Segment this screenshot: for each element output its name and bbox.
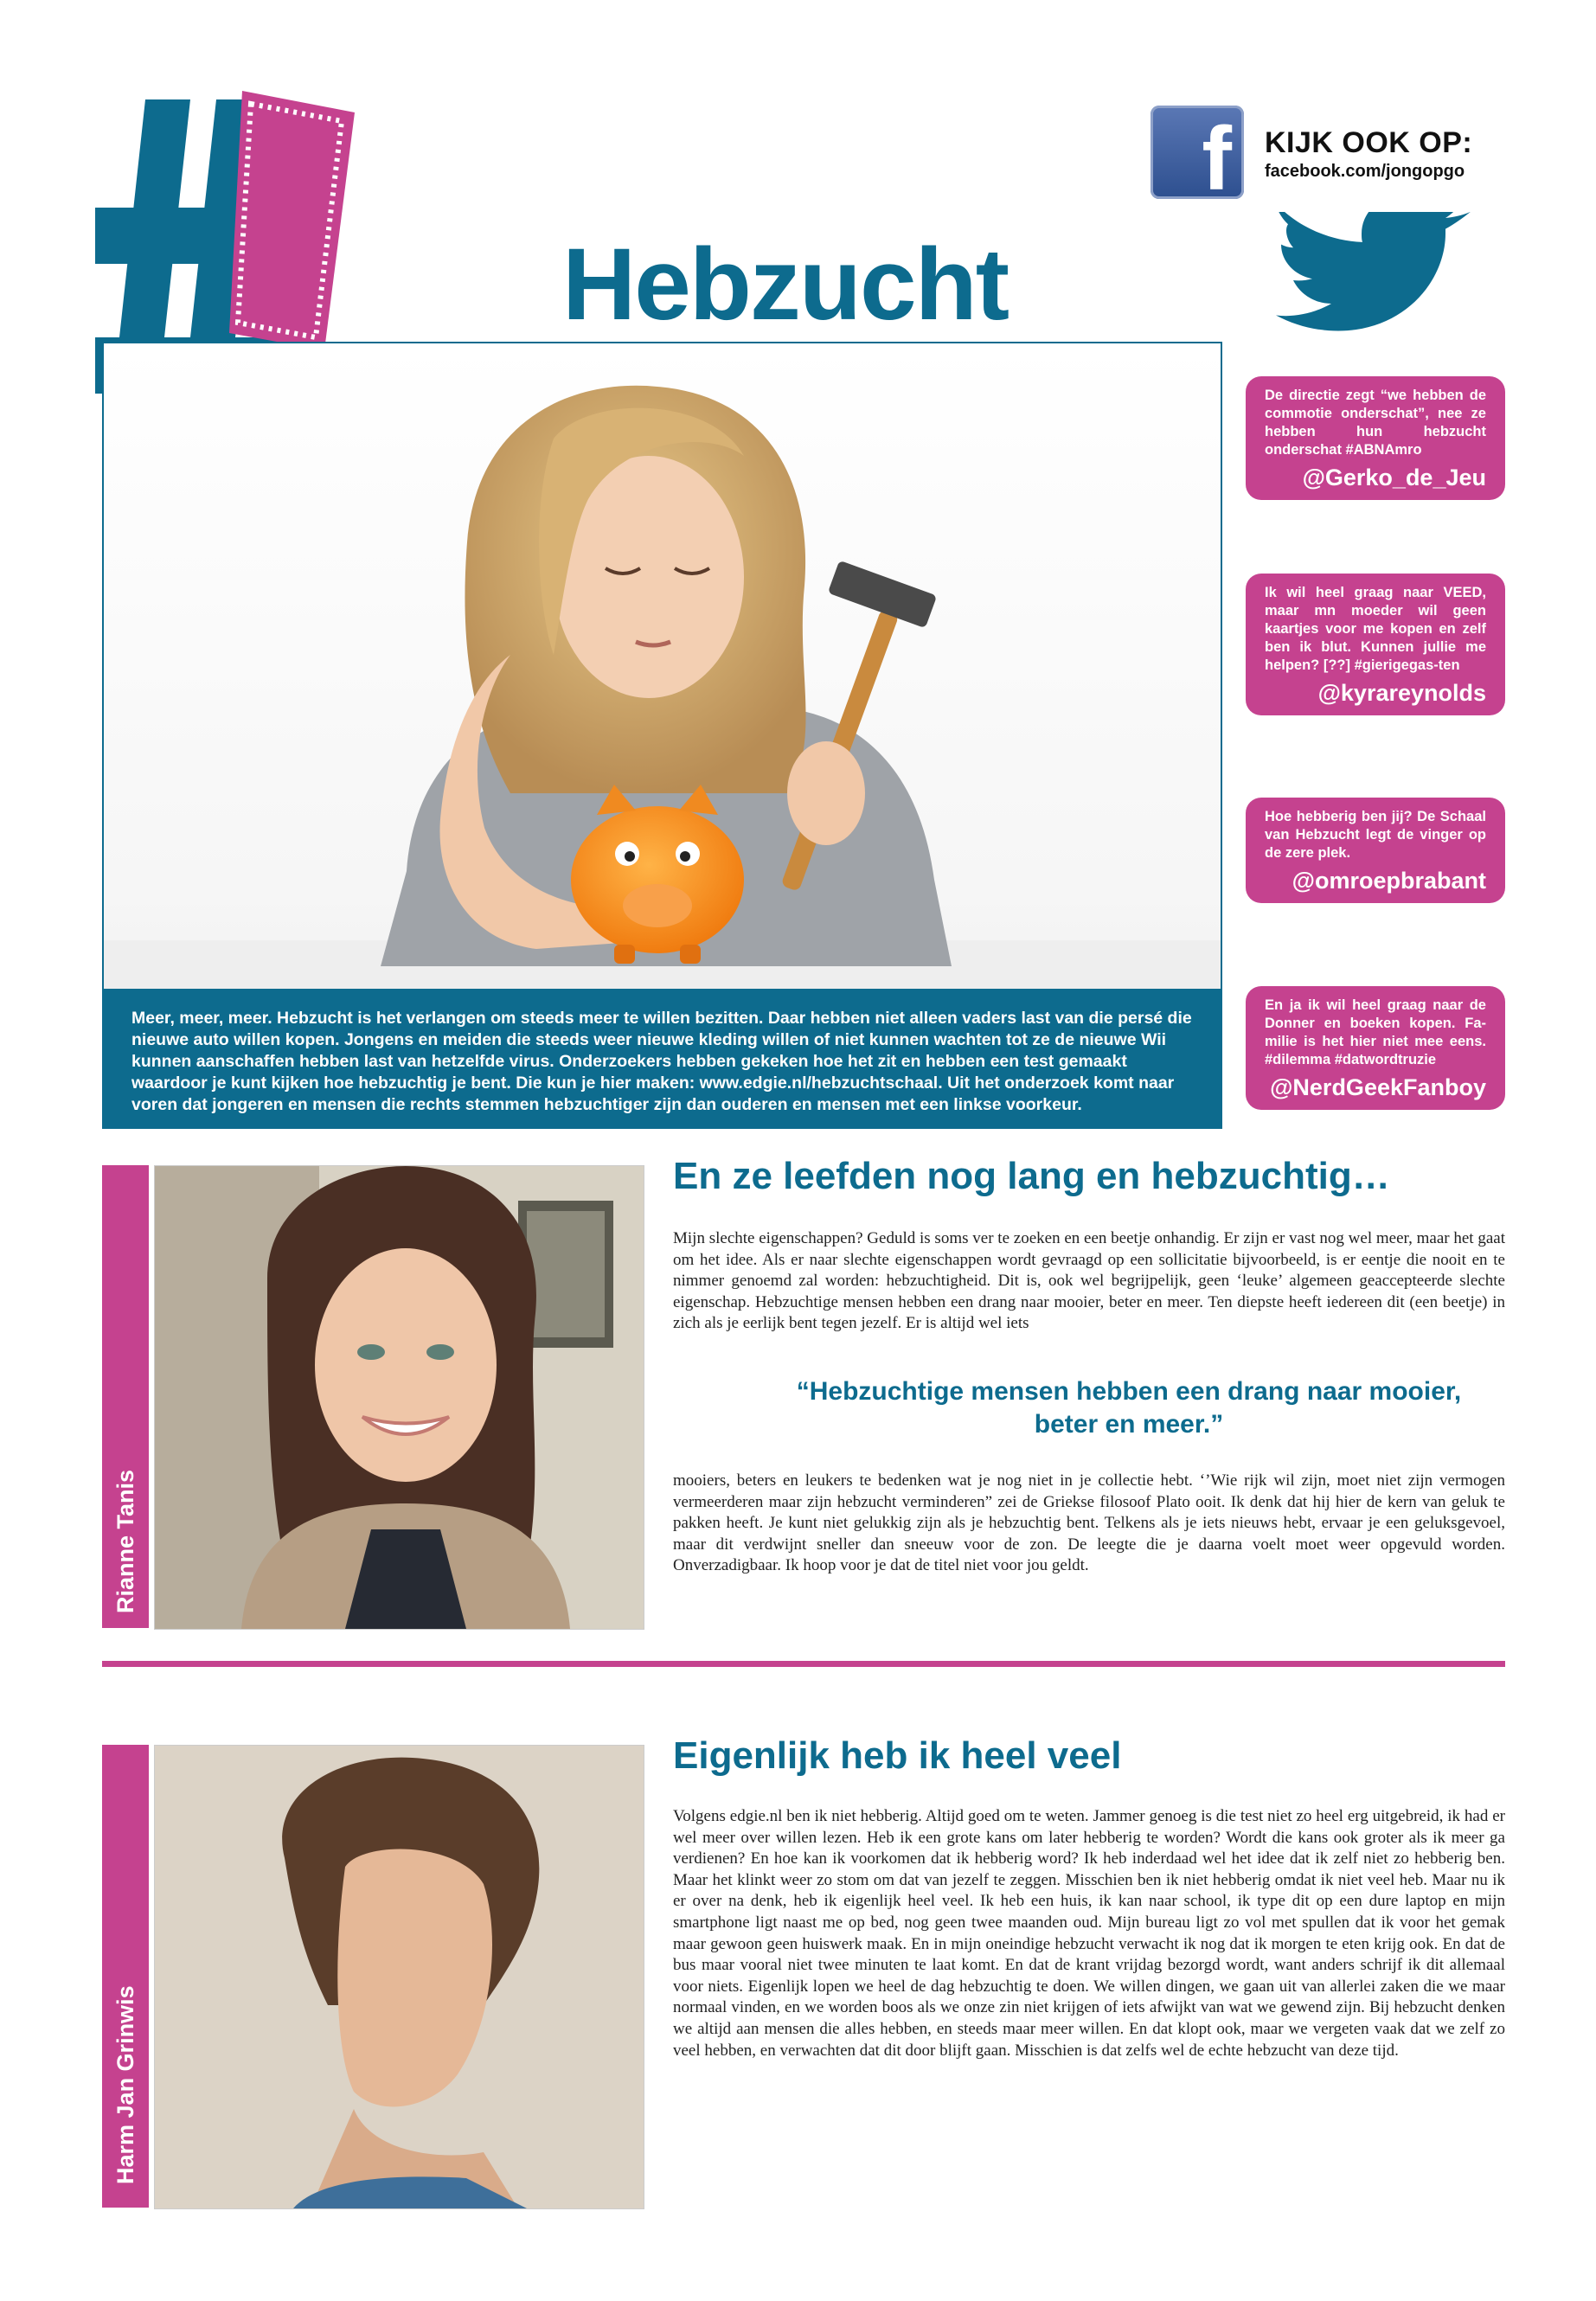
article-body: Mijn slechte eigenschappen? Geduld is soms ver te zoeken en een beetje onhandig. Er zijn er vast nog wel meer, maar het gaat om het idee. Als er naar slechte eigenschappen wordt gevraagd op een sollicitatie bijvoorbeeld, is er eentje die nooit en te nimmer genoemd zal worden: hebzuchtigheid. Dit is, ook wel begrijpelijk, geen ‘leuke’ algemeen geaccepteerde slechte eigenschap. Hebzuchtige mensen hebben een drang naar mooier, beter en meer. Ten diepste heeft iedereen dit (een beetje) in zich als je eerlijk bent tegen jezelf. Er is altijd wel iets (673, 1229, 1505, 1333)
tweet-text: Hoe hebberig ben jij? De Schaal van Hebzucht legt de vinger op de zere plek. (1265, 809, 1486, 861)
author-photo (154, 1165, 644, 1630)
tweet-card[interactable] (1246, 574, 1505, 715)
article-body: Volgens edgie.nl ben ik niet hebberig. Altijd goed om te weten. Jammer genoeg is die test niet zo heel erg uitgebreid, ik had er wel meer over willen lezen. Heb ik een grote kans om later hebberig te worden? Wordt die kans ook groter als ik meer ga verdienen? En hoe kan ik voorkomen dat ik hebberig word? Ik heb inderdaad wel het idee dat ik zelf niet zo hebberig ben. Maar het klinkt weer zo stom om dat van jezelf te zeggen. Misschien ben ik niet hebberig omdat ik niet veel heb. Maar nu ik er over na denk, heb ik eigenlijk heel veel. Ik heb een huis, ik kan naar school, ik type dit op een dure laptop en mijn smartphone ligt naast me op bed, nog geen twee maanden oud. Mijn bureau ligt zo vol met spullen dat ik voor het gemak maar gewoon geen huiswerk maak. En in mijn oneindige hebzucht verwacht ik nog dat ik morgen te eten krijg ook. En dat de bus maar vooral niet twee minuten te laat komt. En dat de krant vrijdag bezorgd wordt, want anders schrijf ik dit allemaal voor niets. Eigenlijk lopen we heel de dag hebzuchtig te doen. We willen dingen, we gaan uit van allerlei zaken die we maar normaal vinden, en we worden boos als we onze zin niet krijgen of iets afwijkt van wat we gewend zijn. Bij hebzucht denken we altijd aan mensen die alles hebben, en steeds maar meer willen. En dat klopt ook, maar we vergeten vaak dat we zelf zo veel hebben, en verwachten dat dit door blijft gaan. Misschien is dat zelfs wel de echte hebzucht van deze tijd. (673, 1807, 1505, 2060)
facebook-icon[interactable] (1151, 106, 1244, 209)
section-divider (102, 1661, 1505, 1667)
tweet-card[interactable] (1246, 798, 1505, 903)
article-title: En ze leefden nog lang en hebzuchtig… (673, 1155, 1390, 1197)
author-name: Harm Jan Grinwis (112, 1985, 138, 2184)
article-title: Eigenlijk heb ik heel veel (673, 1734, 1122, 1777)
tweet-handle[interactable]: @omroepbrabant (1292, 868, 1486, 894)
author-photo (154, 1745, 644, 2209)
tweet-text: Ik wil heel graag naar VEED, maar mn moeder wil geen kaartjes voor me kopen en zelf ben ik blut. Kunnen jullie me helpen? [??] #gierigegas-ten (1265, 585, 1486, 673)
facebook-link[interactable]: facebook.com/jongopgo (1265, 162, 1465, 181)
article-body-continued: mooiers, beters en leukers te bedenken wat je nog niet in je collectie hebt. ‘’Wie rijk wil zijn, moet niet zijn vermogen vermeerderen maar zijn hebzucht verminderen” zei de Griekse filosoof Plato ooit. Ik denk dat hij hier de kern van geluk te pakken heeft. Je kunt niet gelukkig zijn als je hebzuchtig bent. Telkens als je iets nieuws hebt, ervaar je een geluksgevoel, maar dit verdwijnt sneller dan sneeuw voor de zon. De leegte die je daarna voelt moet weer opgevuld worden. Onverzadigbaar. Ik hoop voor je dat de titel niet voor jou geldt. (673, 1471, 1505, 1575)
tweet-text: En ja ik wil heel graag naar de Donner en boeken kopen. Fa-milie is het hier niet mee eens. #dilemma #datwordtruzie (1265, 997, 1486, 1067)
intro-text: Meer, meer, meer. Hebzucht is het verlangen om steeds meer te willen bezitten. Daar hebben niet alleen vaders last van die persé die nieuwe auto willen kopen. Jongens en meiden die steeds weer nieuwe kleding willen of niet kunnen wachten tot ze de nieuwe Wii kunnen aanschaffen hebben last van hetzelfde virus. Onderzoekers hebben gekeken hoe het zit en hebben een test gemaakt waardoor je kunt kijken hoe hebzuchtig je bent. Die kun je hier maken: www.edgie.nl/hebzuchtschaal. Uit het onderzoek komt naar voren dat jongeren en mensen die rechts stemmen hebzuchtiger zijn dan ouderen en mensen met een linkse voorkeur. (102, 989, 1222, 1129)
facebook-label: KIJK OOK OP: (1265, 126, 1473, 159)
page-title: Hebzucht (562, 228, 1008, 342)
tweet-text: De directie zegt “we hebben de commotie onderschat”, nee ze hebben hun hebzucht onderschat #ABNAmro (1265, 388, 1486, 458)
author-name: Rianne Tanis (112, 1469, 138, 1613)
tweet-card[interactable] (1246, 986, 1505, 1110)
pull-quote: “Hebzuchtige mensen hebben een drang naar mooier, beter en meer.” (796, 1377, 1462, 1439)
twitter-bird-icon (1276, 212, 1475, 346)
facebook-letter: f (1202, 109, 1232, 209)
tweet-handle[interactable]: @Gerko_de_Jeu (1302, 465, 1486, 490)
tweet-handle[interactable]: @kyrareynolds (1317, 680, 1486, 706)
tweet-card[interactable] (1246, 376, 1505, 500)
tweet-handle[interactable]: @NerdGeekFanboy (1270, 1074, 1486, 1100)
